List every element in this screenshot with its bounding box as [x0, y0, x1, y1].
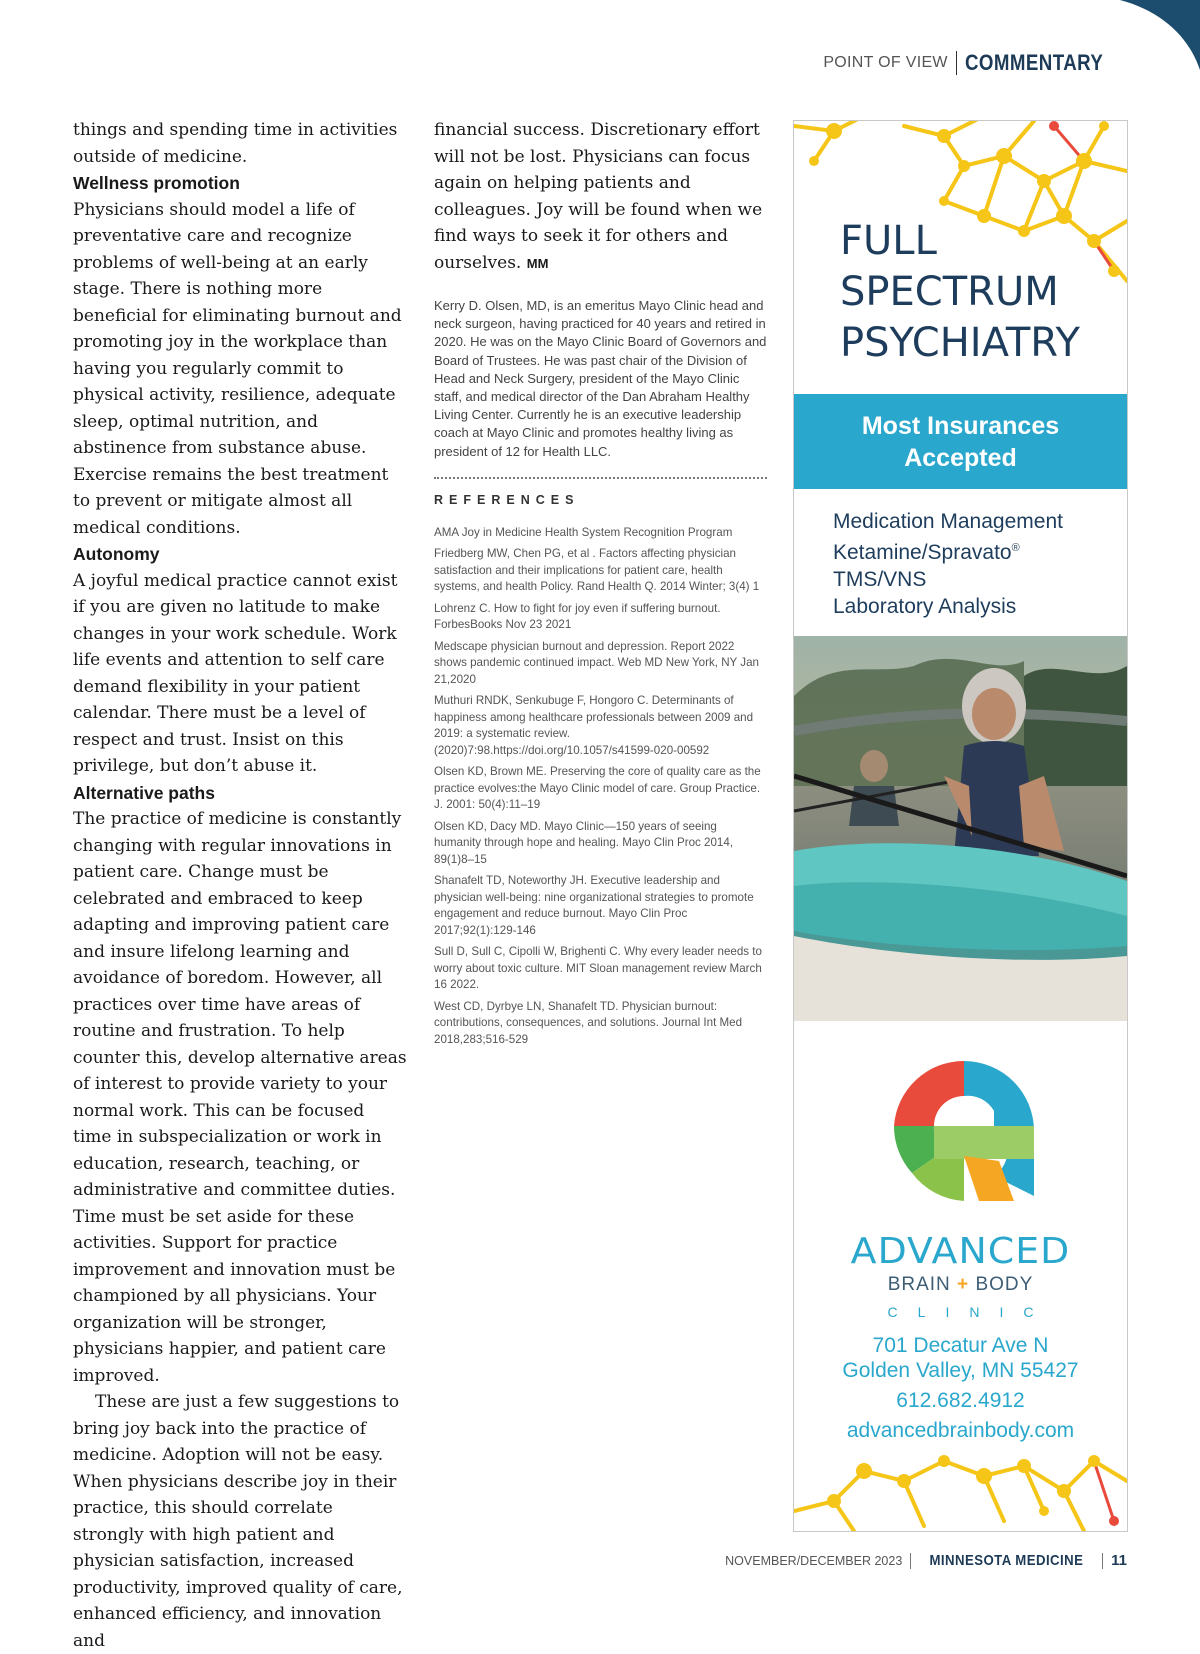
heading-alternative-paths: Alternative paths: [73, 782, 215, 803]
issue-date: NOVEMBER/DECEMBER 2023: [725, 1553, 903, 1568]
address-line: 701 Decatur Ave N: [872, 1334, 1049, 1357]
advertisement[interactable]: [793, 120, 1128, 1532]
article-column-1: [73, 117, 408, 1654]
page-header: [823, 50, 1128, 76]
intro-paragraph: things and spending time in activities outside of medicine.: [73, 120, 398, 167]
insurance-banner: [794, 394, 1127, 489]
paragraph-alternative-paths: The practice of medicine is constantly changing with regular innovations in patient care. Change must be celebrated and embraced to keep adapting and improving patient care and insure lifelong learning and avoidance of boredom. However, all practices over time have areas of routine and frustration. To help counter this, develop alternative areas of interest to provide variety to your normal work. This can be focused time in subspecialization or work in education, research, teaching, or administrative and committee duties. Time must be set aside for these activities. Support for practice improvement and innovation must be championed by all physicians. Your organization will be stronger, physicians happier, and patient care improved.: [73, 809, 407, 1386]
heading-wellness: Wellness promotion: [73, 173, 240, 193]
references-list: [434, 525, 767, 1049]
reference-item: Olsen KD, Brown ME. Preserving the core of quality care as the practice evolves:the Mayo Clinic model of care. Group Practice. J. 2001: 50(4):11–19: [434, 765, 761, 812]
clinic-brand-name: ADVANCED: [850, 1231, 1071, 1272]
author-bio: Kerry D. Olsen, MD, is an emeritus Mayo Clinic head and neck surgeon, having practiced for 40 years and retired in 2020. He was on the Mayo Clinic Board of Governors and Board of Trustees. He was past chair of the Division of Head and Neck Surgery, president of the Mayo Clinic staff, and medical director of the Dan Abraham Healthy Living Center. Currently he is an executive leadership coach at Mayo Clinic and promotes healthy living as president of 12 for Health LLC.: [434, 298, 767, 459]
column-label: COMMENTARY: [965, 50, 1104, 75]
clinic-brand-sub: [794, 1274, 1127, 1296]
plus-icon: +: [957, 1274, 970, 1295]
closing-paragraph: These are just a few suggestions to bring joy back into the practice of medicine. Adoption will not be easy. When physicians describe joy in their practice, this should correlate strongly with high patient and physician satisfaction, increased productivity, improved quality of care, enhanced efficiency, and innovation and: [73, 1392, 403, 1651]
footer-divider: [1102, 1553, 1103, 1569]
footer-divider: [910, 1553, 911, 1569]
article-column-2: [434, 117, 767, 1053]
page-number: 11: [1111, 1552, 1127, 1569]
brand-word: BRAIN: [887, 1274, 951, 1295]
headline-line: FULL: [840, 218, 937, 264]
references-heading: REFERENCES: [434, 492, 580, 507]
service-name: Ketamine/Spravato: [833, 541, 1012, 564]
continued-paragraph: [434, 117, 767, 277]
magazine-name: MINNESOTA MEDICINE: [929, 1552, 1084, 1569]
reference-item: West CD, Dyrbye LN, Shanafelt TD. Physician burnout: contributions, consequences, and solutions. Journal Int Med 2018,283;516-529: [434, 999, 743, 1046]
corner-accent-shape: [1120, 0, 1200, 70]
section-label: POINT OF VIEW: [823, 54, 948, 71]
reference-item: Medscape physician burnout and depression. Report 2022 shows pandemic continued impact. Web MD New York, NY Jan 21,2020: [434, 639, 759, 686]
page-footer: [725, 1552, 1127, 1569]
service-item: TMS/VNS: [833, 568, 927, 591]
clinic-website-link[interactable]: advancedbrainbody.com: [846, 1419, 1075, 1442]
reference-item: Olsen KD, Dacy MD. Mayo Clinic—150 years of seeing humanity through hope and healing. Mayo Clin Proc 2014, 89(1)8–15: [434, 819, 734, 866]
continued-text: financial success. Discretionary effort will not be lost. Physicians can focus again on helping patients and colleagues. Joy will be found when we find ways to seek it for others and ourselves.: [434, 120, 763, 273]
reference-item: Shanafelt TD, Noteworthy JH. Executive leadership and physician well-being: nine organizational strategies to promote engagement and reduce burnout. Mayo Clin Proc 2017;92(1):129-146: [434, 874, 754, 937]
clinic-phone[interactable]: 612.682.4912: [896, 1389, 1025, 1412]
headline-line: PSYCHIATRY: [840, 320, 1080, 366]
ad-headline: [840, 216, 1080, 369]
heading-autonomy: Autonomy: [73, 544, 160, 564]
reference-item: Muthuri RNDK, Senkubuge F, Hongoro C. Determinants of happiness among healthcare professionals between 2009 and 2019: a systematic review. (2020)7:98.https://doi.org/10.1057/s41599-020-00592: [434, 694, 754, 757]
header-divider: [956, 51, 958, 75]
end-mark: MM: [526, 255, 549, 271]
service-item: Laboratory Analysis: [833, 595, 1017, 618]
dotted-divider: [434, 477, 767, 479]
paragraph-wellness: Physicians should model a life of preventative care and recognize problems of well-being at an early stage. There is nothing more beneficial for eliminating burnout and promoting joy in the workplace than having you regularly commit to physical activity, resilience, adequate sleep, optimal nutrition, and abstinence from substance abuse. Exercise remains the best treatment to prevent or mitigate almost all medical conditions.: [73, 199, 402, 538]
services-list: [833, 508, 1063, 620]
banner-line: Most Insurances: [861, 411, 1060, 440]
clinic-address: [794, 1333, 1127, 1383]
paragraph-autonomy: A joyful medical practice cannot exist if you are given no latitude to make changes in your work schedule. Work life events and attention to self care demand flexibility in your patient calendar. There must be a level of respect and trust. Insist on this privilege, but don’t abuse it.: [73, 570, 398, 776]
reference-item: Friedberg MW, Chen PG, et al . Factors affecting physician satisfaction and their implications for patient care, health systems, and health Policy. Rand Health Q. 2014 Winter; 3(4) 1: [434, 547, 760, 594]
service-item: Medication Management: [833, 510, 1063, 533]
reference-item: Lohrenz C. How to fight for joy even if suffering burnout. ForbesBooks Nov 23 2021: [434, 601, 721, 632]
kayak-photo: [794, 636, 1127, 1021]
banner-line: Accepted: [904, 443, 1017, 472]
address-line: Golden Valley, MN 55427: [842, 1359, 1079, 1382]
reference-item: AMA Joy in Medicine Health System Recognition Program: [434, 525, 733, 539]
service-item: [833, 535, 1063, 566]
brand-word: BODY: [975, 1274, 1034, 1295]
molecule-graphic-bottom: [794, 1431, 1127, 1531]
clinic-logo-icon: [864, 1051, 1064, 1211]
reference-item: Sull D, Sull C, Cipolli W, Brighenti C. Why every leader needs to worry about toxic culture. MIT Sloan management review March 16 2022.: [434, 945, 762, 992]
headline-line: SPECTRUM: [840, 269, 1059, 315]
registered-mark: ®: [1011, 542, 1020, 554]
clinic-word: CLINIC: [887, 1304, 1054, 1320]
